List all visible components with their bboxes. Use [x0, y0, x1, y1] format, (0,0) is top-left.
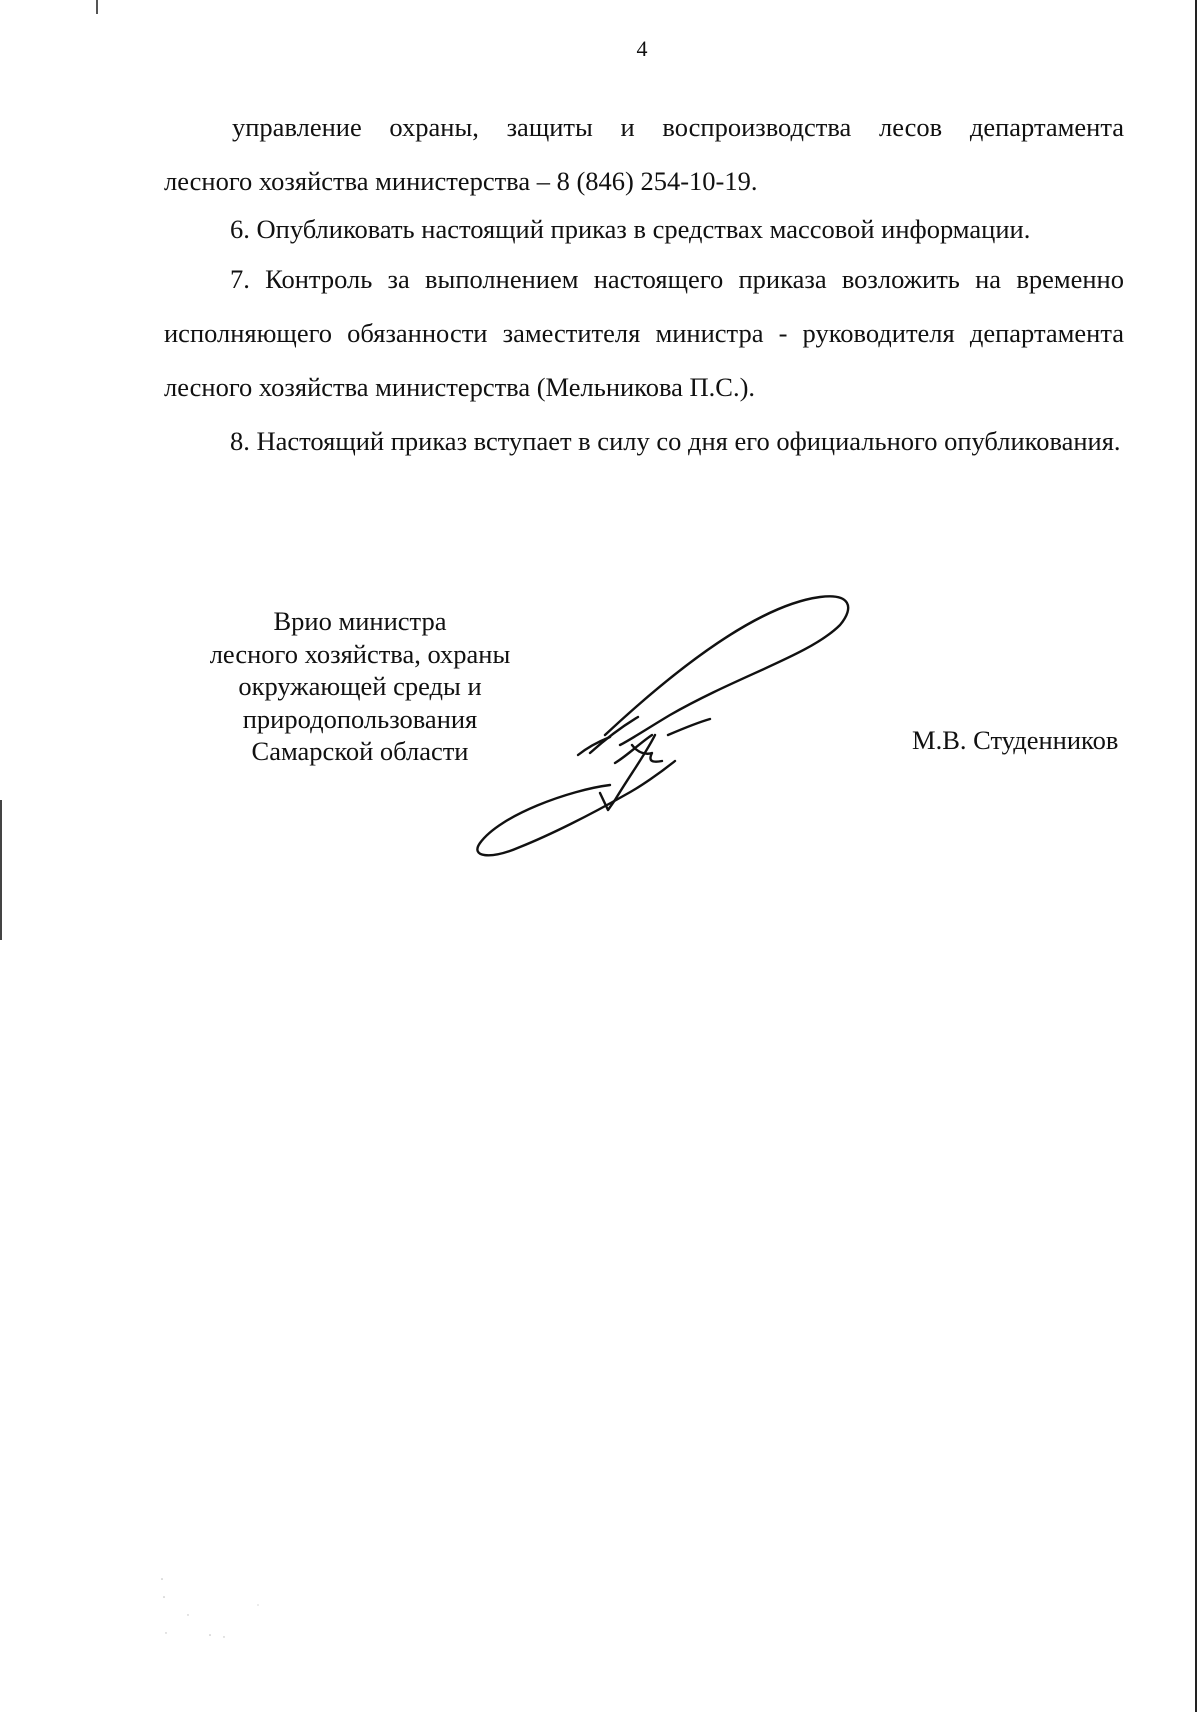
page-number: 4	[636, 36, 648, 61]
scan-edge-left	[0, 800, 2, 940]
signatory-title-line: Врио министра	[273, 606, 447, 636]
paragraph-6: 6. Опубликовать настоящий приказ в средствах массовой информации.	[230, 214, 1031, 244]
signatory-title-line: окружающей среды и	[238, 671, 482, 701]
paragraph-8: 8. Настоящий приказ вступает в силу со дня его официального опубликования.	[230, 426, 1121, 456]
signatory-title-line: Самарской области	[251, 736, 469, 766]
signatory-title-line: лесного хозяйства, охраны	[209, 638, 511, 669]
paragraph-5	[164, 100, 1124, 208]
document-body	[164, 100, 1124, 468]
handwritten-signature	[460, 585, 940, 865]
scan-noise	[158, 1575, 278, 1655]
scan-edge-top	[96, 0, 98, 14]
signatory-title-line: природопользования	[242, 703, 478, 734]
paragraph-7: 7. Контроль за выполнением настоящего приказа возложить на временно исполняющего обязанности заместителя министра - руководителя департамента лесного хозяйства министерства (Мельникова П.С.).	[164, 264, 1124, 402]
paragraph-5-line-1: управление охраны, защиты и воспроизводства лесов департамента	[232, 112, 1124, 142]
signer-name: М.В. Студенников	[912, 725, 1119, 755]
paragraph-5-line-2: лесного хозяйства министерства – 8 (846) 254-10-19.	[164, 166, 758, 196]
scan-edge-right	[1195, 0, 1197, 1712]
